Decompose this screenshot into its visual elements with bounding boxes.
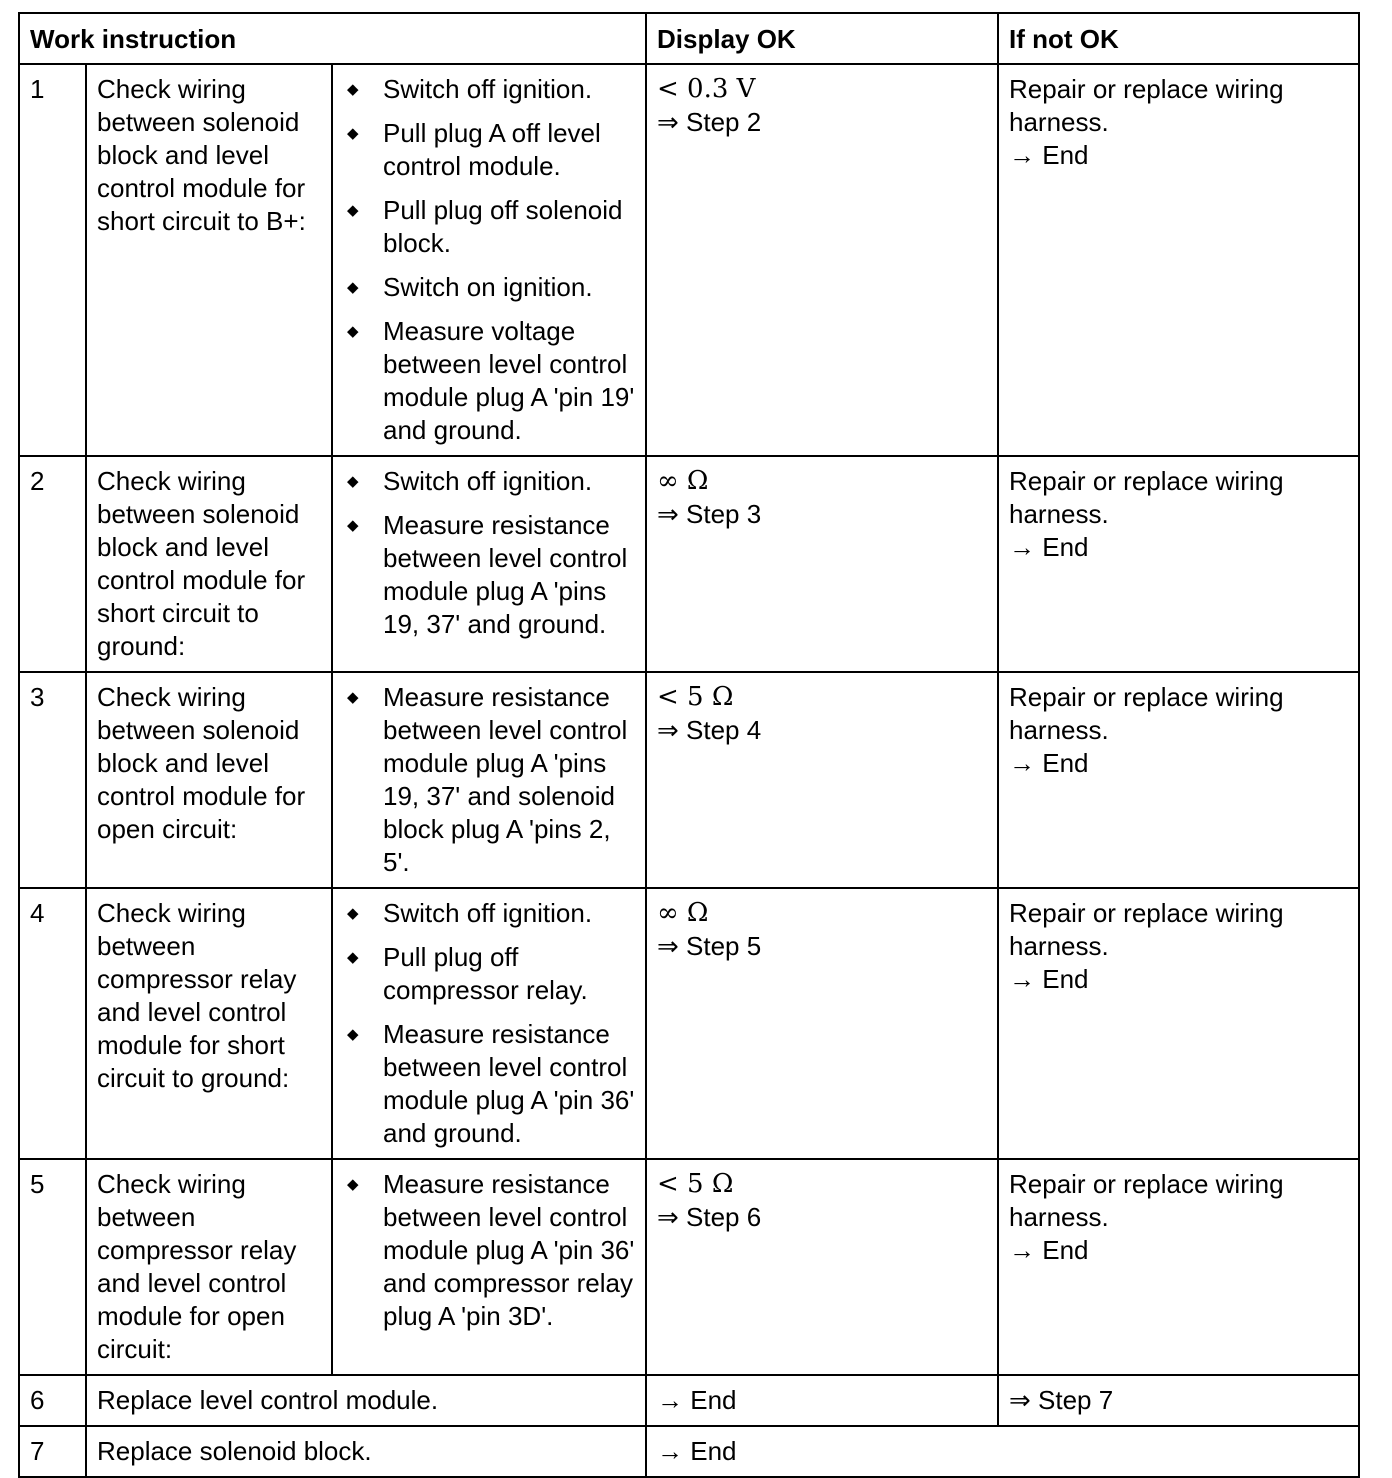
action-list — [343, 681, 635, 879]
ok-next-step: ⇒ Step 2 — [657, 107, 762, 137]
display-ok-cell — [646, 64, 998, 456]
not-ok-next: → End — [1009, 532, 1089, 562]
display-ok-cell — [646, 1159, 998, 1375]
ok-next-step: ⇒ Step 4 — [657, 715, 762, 745]
action-item: ◆ Measure resistance between level control module plug A 'pin 36' and compressor relay plug A 'pin 3D'. — [343, 1168, 635, 1333]
step-number: 2 — [19, 456, 86, 672]
if-not-ok-cell — [998, 64, 1359, 456]
if-not-ok-cell: ⇒ Step 7 — [998, 1375, 1359, 1426]
not-ok-text: Repair or replace wiring harness. — [1009, 682, 1284, 745]
not-ok-next: → End — [1009, 140, 1089, 170]
step-row-6 — [19, 1375, 1359, 1426]
step-number: 6 — [19, 1375, 86, 1426]
display-ok-cell — [646, 888, 998, 1159]
step-instruction: Replace level control module. — [86, 1375, 646, 1426]
ok-value: ∞ Ω — [657, 466, 709, 496]
step-number: 4 — [19, 888, 86, 1159]
ok-value: < 0.3 V — [657, 74, 756, 104]
step-number: 5 — [19, 1159, 86, 1375]
if-not-ok-cell — [998, 672, 1359, 888]
step-actions — [332, 672, 646, 888]
action-item: ◆ Switch off ignition. — [343, 73, 635, 106]
header-display-ok: Display OK — [646, 13, 998, 64]
step-row-2 — [19, 456, 1359, 672]
display-ok-cell — [646, 672, 998, 888]
work-instruction-table — [18, 12, 1360, 1478]
action-list — [343, 897, 635, 1150]
action-item: ◆ Pull plug A off level control module. — [343, 117, 635, 183]
not-ok-next: → End — [1009, 1235, 1089, 1265]
action-item: ◆ Measure voltage between level control module plug A 'pin 19' and ground. — [343, 315, 635, 447]
step-row-1 — [19, 64, 1359, 456]
ok-value: ∞ Ω — [657, 898, 709, 928]
not-ok-text: Repair or replace wiring harness. — [1009, 74, 1284, 137]
action-list — [343, 465, 635, 641]
display-ok-cell: → End — [646, 1375, 998, 1426]
if-not-ok-cell — [998, 1159, 1359, 1375]
if-not-ok-cell — [998, 456, 1359, 672]
header-work-instruction: Work instruction — [19, 13, 646, 64]
action-item: ◆ Measure resistance between level control module plug A 'pins 19, 37' and ground. — [343, 509, 635, 641]
ok-value: < 5 Ω — [657, 1169, 734, 1199]
not-ok-text: Repair or replace wiring harness. — [1009, 466, 1284, 529]
step-row-5 — [19, 1159, 1359, 1375]
step-row-4 — [19, 888, 1359, 1159]
action-item: ◆ Pull plug off solenoid block. — [343, 194, 635, 260]
ok-next-step: ⇒ Step 3 — [657, 499, 762, 529]
step-check-text: Check wiring between solenoid block and level control module for short circuit to ground: — [86, 456, 332, 672]
step-instruction: Replace solenoid block. — [86, 1426, 646, 1477]
action-list — [343, 73, 635, 447]
action-item: ◆ Switch off ignition. — [343, 897, 635, 930]
step-number: 3 — [19, 672, 86, 888]
step-check-text: Check wiring between compressor relay and level control module for short circuit to ground: — [86, 888, 332, 1159]
action-item: ◆ Measure resistance between level control module plug A 'pins 19, 37' and solenoid block plug A 'pins 2, 5'. — [343, 681, 635, 879]
table-header-row — [19, 13, 1359, 64]
step-row-3 — [19, 672, 1359, 888]
step-number: 1 — [19, 64, 86, 456]
step-check-text: Check wiring between solenoid block and level control module for open circuit: — [86, 672, 332, 888]
action-item: ◆ Measure resistance between level control module plug A 'pin 36' and ground. — [343, 1018, 635, 1150]
not-ok-text: Repair or replace wiring harness. — [1009, 1169, 1284, 1232]
ok-next-step: ⇒ Step 6 — [657, 1202, 762, 1232]
action-list — [343, 1168, 635, 1333]
step-actions — [332, 456, 646, 672]
action-item: ◆ Switch on ignition. — [343, 271, 635, 304]
step-actions — [332, 64, 646, 456]
display-ok-cell: → End — [646, 1426, 1359, 1477]
not-ok-text: Repair or replace wiring harness. — [1009, 898, 1284, 961]
ok-value: < 5 Ω — [657, 682, 734, 712]
step-number: 7 — [19, 1426, 86, 1477]
header-if-not-ok: If not OK — [998, 13, 1359, 64]
step-check-text: Check wiring between compressor relay and level control module for open circuit: — [86, 1159, 332, 1375]
ok-next-step: ⇒ Step 5 — [657, 931, 762, 961]
step-actions — [332, 1159, 646, 1375]
step-check-text: Check wiring between solenoid block and level control module for short circuit to B+: — [86, 64, 332, 456]
step-actions — [332, 888, 646, 1159]
action-item: ◆ Switch off ignition. — [343, 465, 635, 498]
display-ok-cell — [646, 456, 998, 672]
not-ok-next: → End — [1009, 964, 1089, 994]
action-item: ◆ Pull plug off compressor relay. — [343, 941, 635, 1007]
if-not-ok-cell — [998, 888, 1359, 1159]
step-row-7 — [19, 1426, 1359, 1477]
not-ok-next: → End — [1009, 748, 1089, 778]
